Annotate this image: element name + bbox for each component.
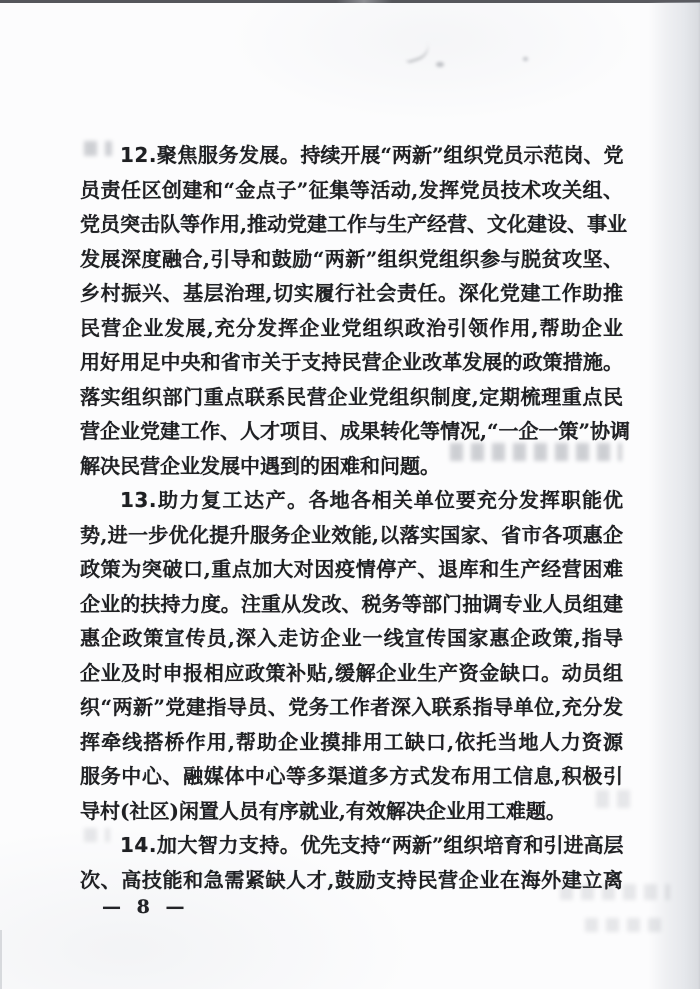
text-line: 导村(社区)闲置人员有序就业,有效解决企业用工难题。 <box>80 798 566 823</box>
text-line: 用好用足中央和省市关于支持民营企业改革发展的政策措施。 <box>80 350 623 374</box>
text-line <box>80 483 623 518</box>
paragraph-item-14 <box>80 828 623 897</box>
text-run: 优先支持“两新”组织培育和引进高层 <box>300 833 624 857</box>
text-line: 营企业党建工作、人才项目、成果转化等情况,“一企一策”协调 <box>80 419 630 443</box>
text-line: 员责任区创建和“金点子”征集等活动,发挥党员技术攻关组、 <box>80 177 623 202</box>
text-line: 民营企业发展,充分发挥企业党组织政治引领作用,帮助企业 <box>80 315 623 340</box>
text-line: 织“两新”党建指导员、党务工作者深入联系指导单位,充分发 <box>80 695 623 719</box>
document-body <box>80 138 630 897</box>
text-line: 政策为突破口,重点加大对因疫情停产、退库和生产经营困难 <box>80 557 623 581</box>
text-line <box>80 828 623 863</box>
text-line: 次、高技能和急需紧缺人才,鼓励支持民营企业在海外建立离 <box>80 867 623 892</box>
text-line: 惠企政策宣传员,深入走访企业一线宣传国家惠企政策,指导 <box>80 626 623 650</box>
text-line: 企业的扶持力度。注重从发改、税务等部门抽调专业人员组建 <box>80 591 623 616</box>
item-13-heading: 13.助力复工达产。 <box>120 488 309 512</box>
text-line: 企业及时申报相应政策补贴,缓解企业生产资金缺口。动员组 <box>80 660 623 685</box>
text-line: 服务中心、融媒体中心等多渠道多方式发布用工信息,积极引 <box>80 764 623 788</box>
text-run: 各地各相关单位要充分发挥职能优 <box>308 488 623 512</box>
paragraph-item-13 <box>80 483 623 828</box>
page-number: — 8 — <box>102 896 185 918</box>
text-line: 解决民营企业发展中遇到的困难和问题。 <box>80 453 440 478</box>
scan-smudge <box>402 40 432 63</box>
scanner-top-edge-line <box>0 0 700 3</box>
scan-smudge <box>436 62 444 67</box>
text-line: 乡村振兴、基层治理,切实履行社会责任。深化党建工作助推 <box>80 281 623 305</box>
text-line: 势,进一步优化提升服务企业效能,以落实国家、省市各项惠企 <box>80 522 623 547</box>
text-line: 落实组织部门重点联系民营企业党组织制度,定期梳理重点民 <box>80 384 623 409</box>
text-line: 挥牵线搭桥作用,帮助企业摸排用工缺口,依托当地人力资源 <box>80 729 623 754</box>
paragraph-item-12 <box>80 138 630 483</box>
item-14-heading: 14.加大智力支持。 <box>120 833 301 857</box>
scanner-left-edge-mark <box>0 930 2 989</box>
text-line: 发展深度融合,引导和鼓励“两新”组织党组织参与脱贫攻坚、 <box>80 246 623 271</box>
scan-smudge <box>523 57 528 61</box>
item-12-heading: 12.聚焦服务发展。 <box>120 143 301 167</box>
scanner-right-shadow-band <box>648 2 700 989</box>
text-line: 党员突击队等作用,推动党建工作与生产经营、文化建设、事业 <box>80 212 627 236</box>
text-run: 持续开展“两新”组织党员示范岗、党 <box>300 143 624 167</box>
text-line <box>80 138 623 173</box>
